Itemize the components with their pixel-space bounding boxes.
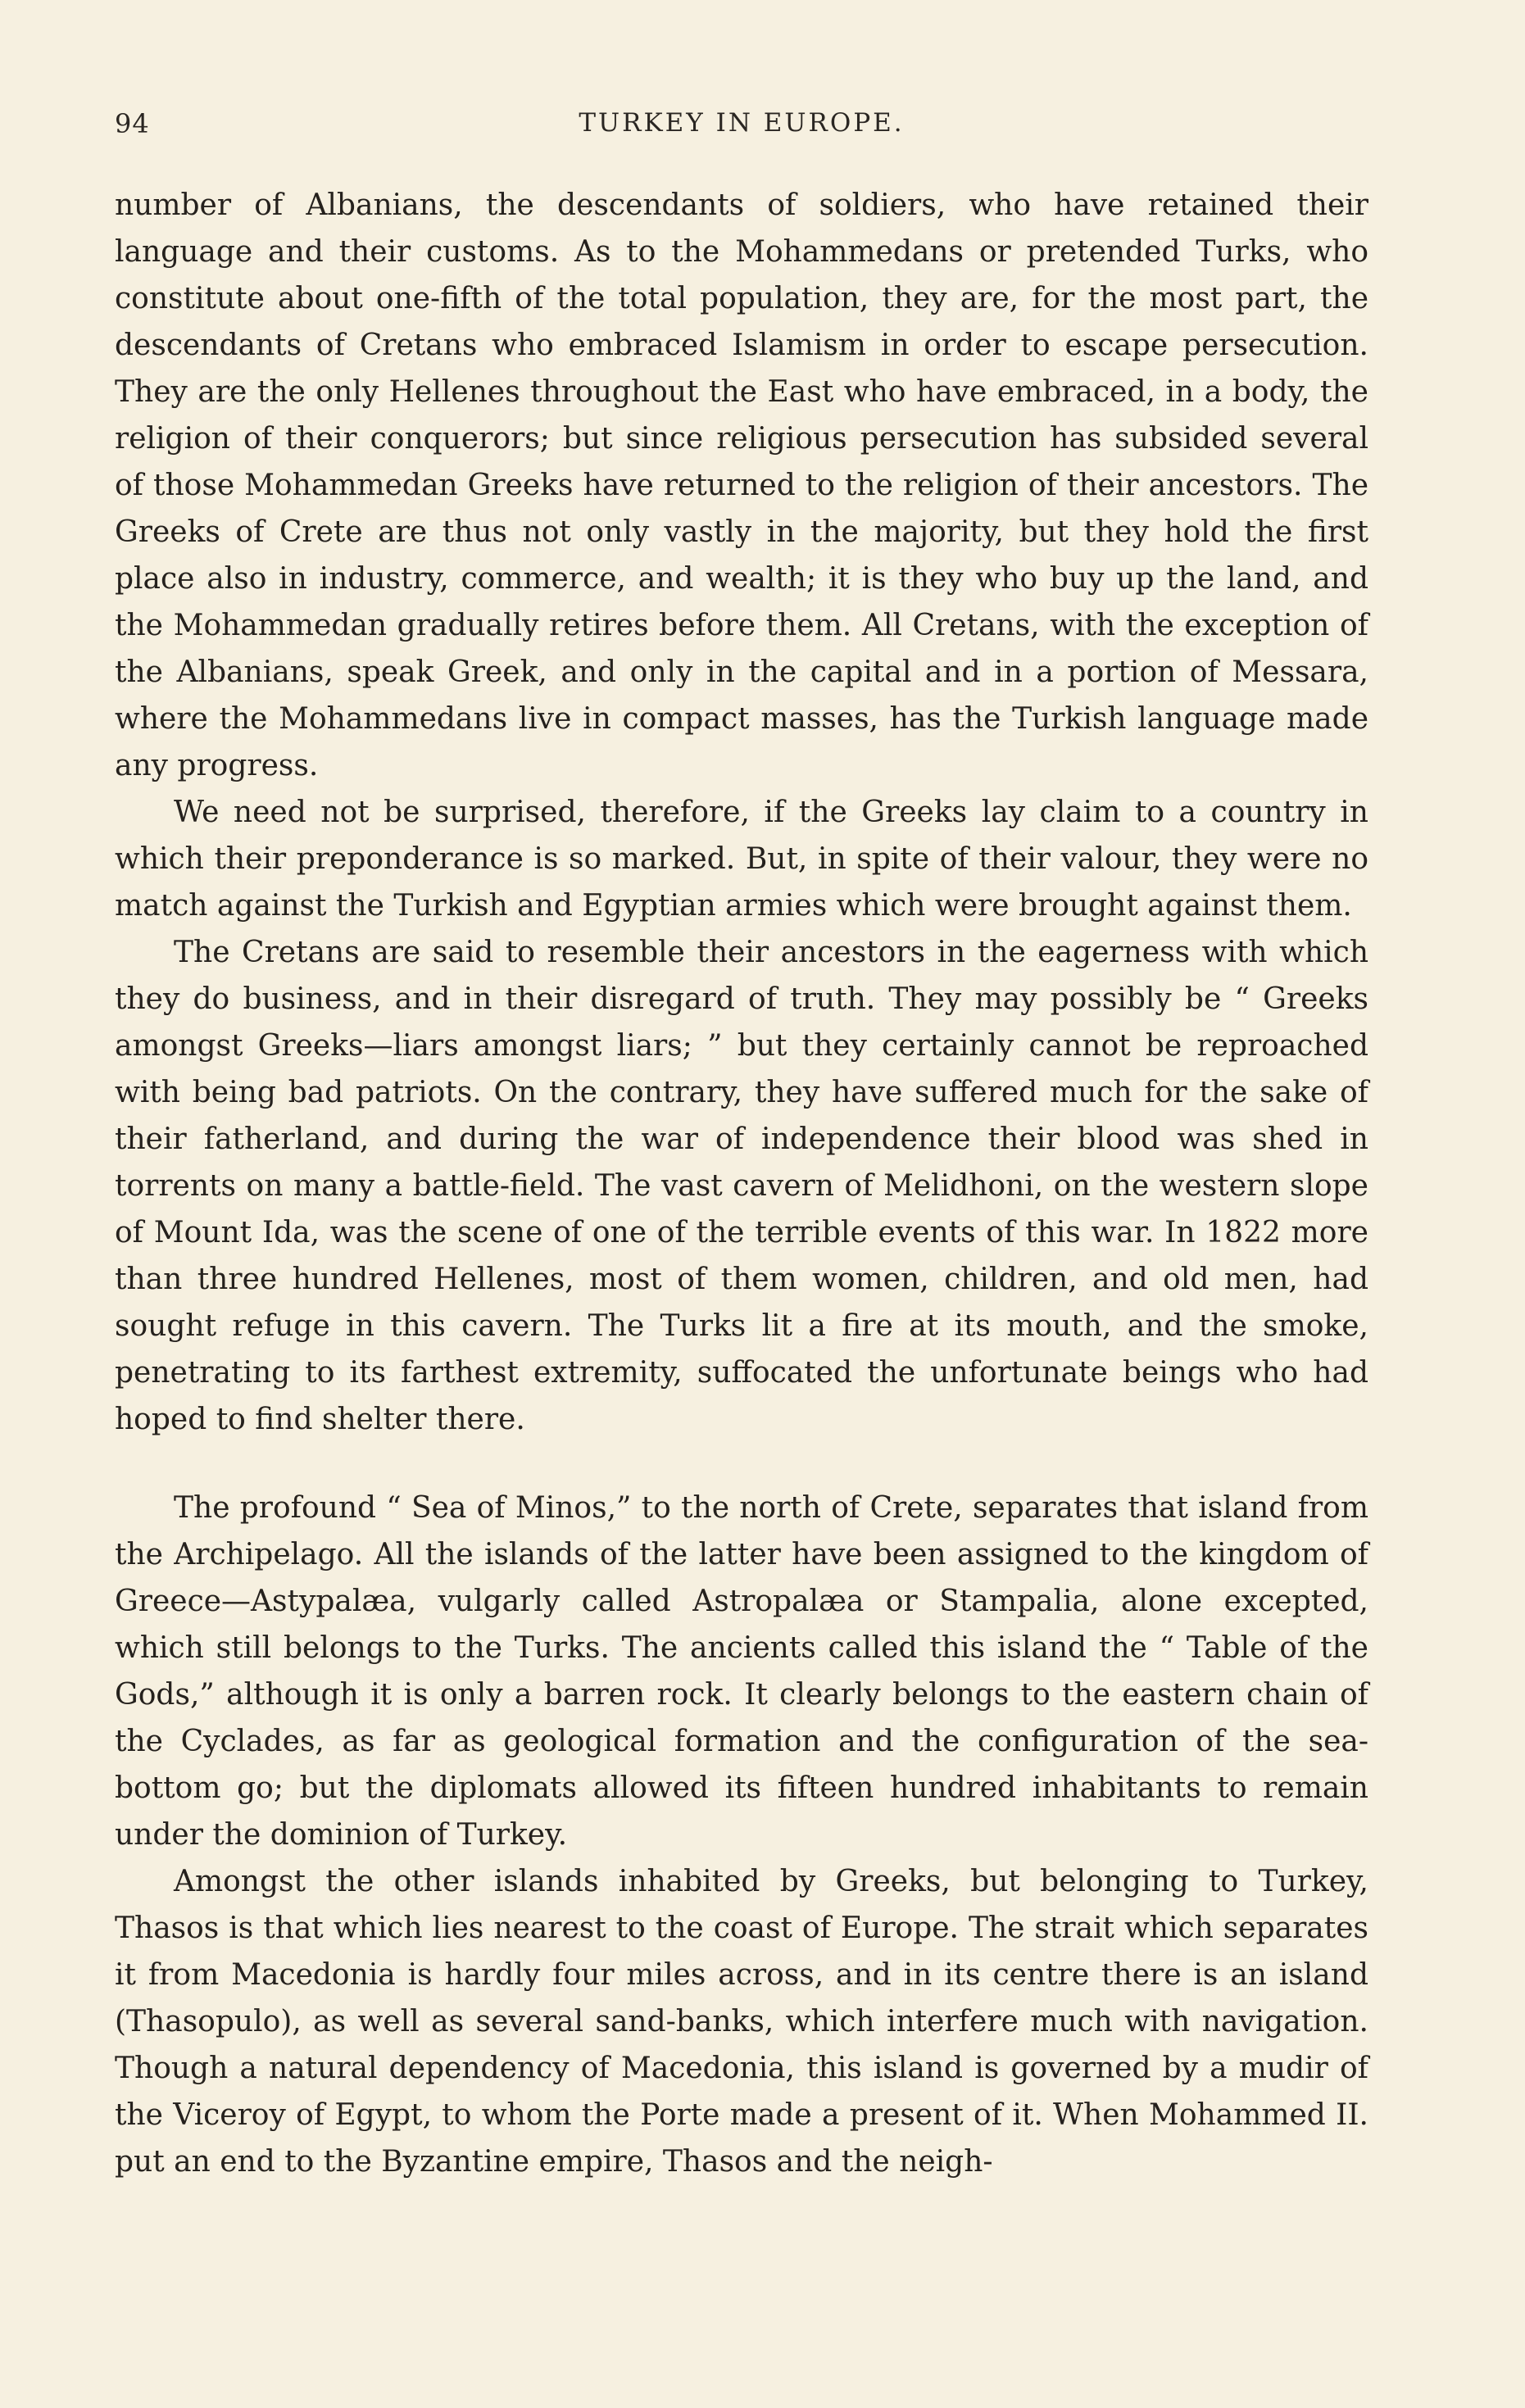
body-text: [115, 182, 1368, 2185]
running-head: [115, 108, 1368, 157]
page-number: 94: [115, 108, 150, 139]
paragraph-albanians-continued: number of Albanians, the descendants of soldiers, who have retained their language and their customs. As to the Mohammedans or pretended Turks, who constitute about one-fifth of the total population, they are, for the most part, the descendants of Cretans who embraced Islamism in order to escape persecution. They are the only Hellenes throughout the East who have embraced, in a body, the religion of their conquerors; but since religious persecution has subsided several of those Mohammedan Greeks have returned to the religion of their ancestors. The Greeks of Crete are thus not only vastly in the majority, but they hold the first place also in industry, commerce, and wealth; it is they who buy up the land, and the Mohammedan gradually retires before them. All Cretans, with the exception of the Albanians, speak Greek, and only in the capital and in a portion of Messara, where the Mohammedans live in compact masses, has the Turkish language made any progress.: [115, 188, 1368, 782]
paragraph-cretan-character: The Cretans are said to resemble their ancestors in the eagerness with which they do business, and in their disregard of truth. They may possibly be “ Greeks amongst Greeks—liars amongst liars; ” but they certainly cannot be reproached with being bad patriots. On the contrary, they have suffered much for the sake of their fatherland, and during the war of independence their blood was shed in torrents on many a battle-field. The vast cavern of Melidhoni, on the western slope of Mount Ida, was the scene of one of the terrible events of this war. In 1822 more than three hundred Hellenes, most of them women, children, and old men, had sought refuge in this cavern. The Turks lit a fire at its mouth, and the smoke, penetrating to its farthest extremity, suffocated the unfortunate beings who had hoped to find shelter there.: [115, 936, 1368, 1436]
section-break: [115, 1443, 1368, 1485]
paragraph-greek-claim: We need not be surprised, therefore, if the Greeks lay claim to a country in which their preponderance is so marked. But, in spite of their valour, they were no match against the Turkish and Egyptian armies which were brought against them.: [115, 796, 1368, 923]
running-title: TURKEY IN EUROPE.: [579, 108, 905, 138]
paragraph-thasos: Amongst the other islands inhabited by Greeks, but belonging to Turkey, Thasos is that which lies nearest to the coast of Europe. The strait which separates it from Macedonia is hardly four miles across, and in its centre there is an island (Thasopulo), as well as several sand-banks, which interfere much with navigation. Though a natural dependency of Macedonia, this island is governed by a mudir of the Viceroy of Egypt, to whom the Porte made a present of it. When Mohammed II. put an end to the Byzantine empire, Thasos and the neigh-: [115, 1865, 1368, 2179]
paragraph-sea-of-minos: The profound “ Sea of Minos,” to the north of Crete, separates that island from the Archipelago. All the islands of the latter have been assigned to the kingdom of Greece—Astypalæa, vulgarly called Astropalæa or Stampalia, alone excepted, which still belongs to the Turks. The ancients called this island the “ Table of the Gods,” although it is only a barren rock. It clearly belongs to the eastern chain of the Cyclades, as far as geological formation and the configuration of the sea-bottom go; but the diplomats allowed its fifteen hundred inhabitants to remain under the dominion of Turkey.: [115, 1491, 1368, 1852]
